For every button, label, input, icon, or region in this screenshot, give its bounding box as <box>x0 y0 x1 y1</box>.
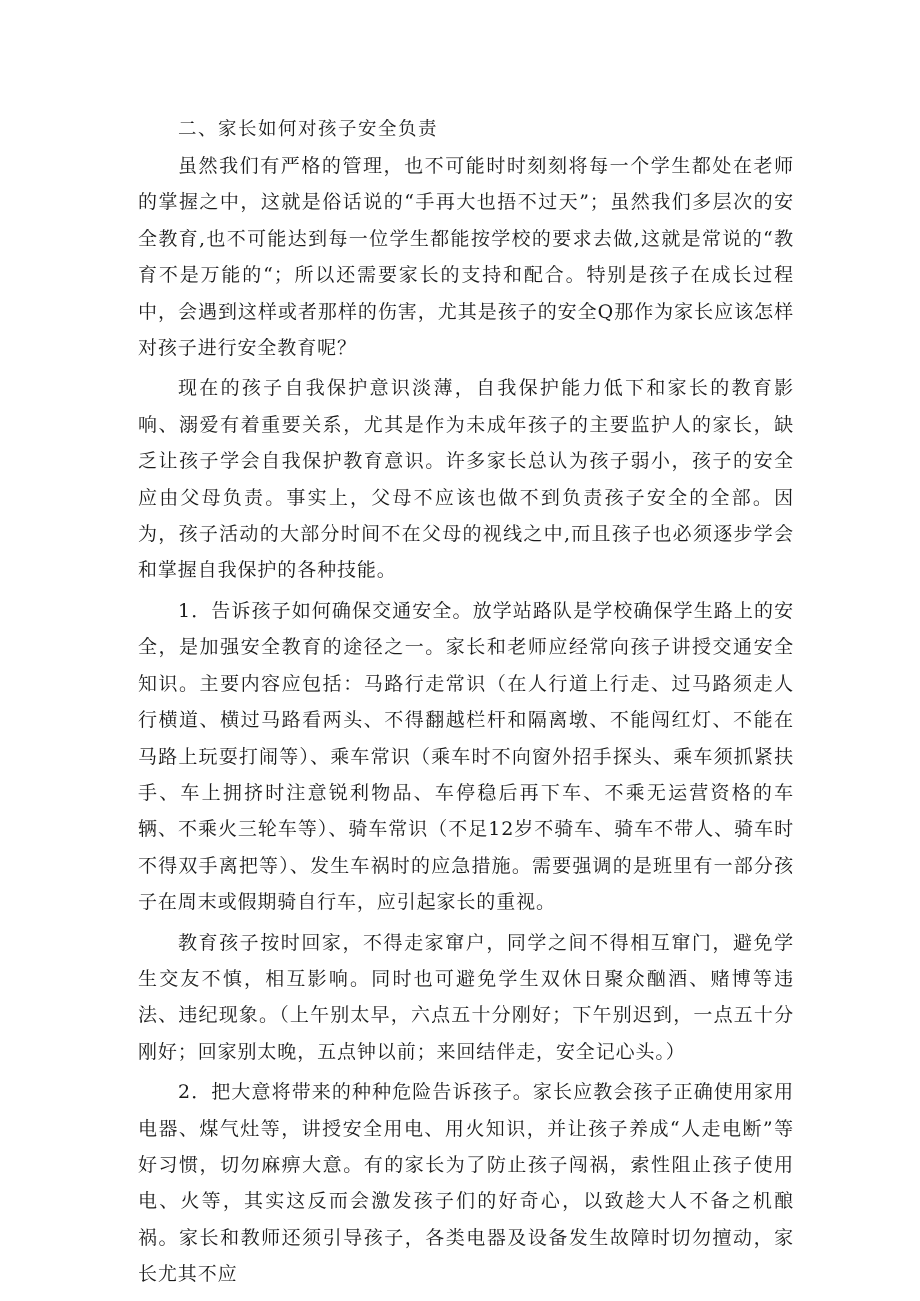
paragraph-intro: 虽然我们有严格的管理，也不可能时时刻刻将每一个学生都处在老师的掌握之中，这就是俗话说的“手再大也捂不过天”；虽然我们多层次的安全教育,也不可能达到每一位学生都能按学校的要求去做,这就是常说的“教育不是万能的“；所以还需要家长的支持和配合。特别是孩子在成长过程中，会遇到这样或者那样的伤害，尤其是孩子的安全Q那作为家长应该怎样对孩子进行安全教育呢？ <box>138 155 794 360</box>
section-heading: 二、家长如何对孩子安全负责 <box>178 119 439 140</box>
document-body <box>138 112 794 1293</box>
paragraph-traffic-safety: 1．告诉孩子如何确保交通安全。放学站路队是学校确保学生路上的安全，是加强安全教育的途径之一。家长和老师应经常向孩子讲授交通安全知识。主要内容应包括：马路行走常识（在人行道上行走、过马路须走人行横道、横过马路看两头、不得翻越栏杆和隔离墩、不能闯红灯、不能在马路上玩耍打闹等）、乘车常识（乘车时不向窗外招手探头、乘车须抓紧扶手、车上拥挤时注意锐利物品、车停稳后再下车、不乘无运营资格的车辆、不乘火三轮车等）、骑车常识（不足12岁不骑车、骑车不带人、骑车时不得双手离把等）、发生车祸时的应急措施。需要强调的是班里有一部分孩子在周末或假期骑自行车，应引起家长的重视。 <box>138 599 794 914</box>
paragraph-self-protection: 现在的孩子自我保护意识淡薄，自我保护能力低下和家长的教育影响、溺爱有着重要关系，尤其是作为未成年孩子的主要监护人的家长，缺乏让孩子学会自我保护教育意识。许多家长总认为孩子弱小，孩子的安全应由父母负责。事实上，父母不应该也做不到负责孩子安全的全部。因为，孩子活动的大部分时间不在父母的视线之中,而且孩子也必须逐步学会和掌握自我保护的各种技能。 <box>138 377 794 582</box>
paragraph-go-home-on-time: 教育孩子按时回家，不得走家窜户，同学之间不得相互窜门，避免学生交友不慎，相互影响。同时也可避免学生双休日聚众酗酒、赌博等违法、违纪现象。（上午别太早，六点五十分刚好；下午别迟到，一点五十分刚好；回家别太晚，五点钟以前；来回结伴走，安全记心头。） <box>138 931 794 1063</box>
paragraph-carelessness-dangers: 2．把大意将带来的种种危险告诉孩子。家长应教会孩子正确使用家用电器、煤气灶等，讲授安全用电、用火知识，并让孩子养成“人走电断”等好习惯，切勿麻痹大意。有的家长为了防止孩子闯祸，索性阻止孩子使用电、火等，其实这反而会激发孩子们的好奇心，以致趁大人不备之机酿祸。家长和教师还须引导孩子，各类电器及设备发生故障时切勿擅动，家长尤其不应 <box>138 1081 794 1286</box>
